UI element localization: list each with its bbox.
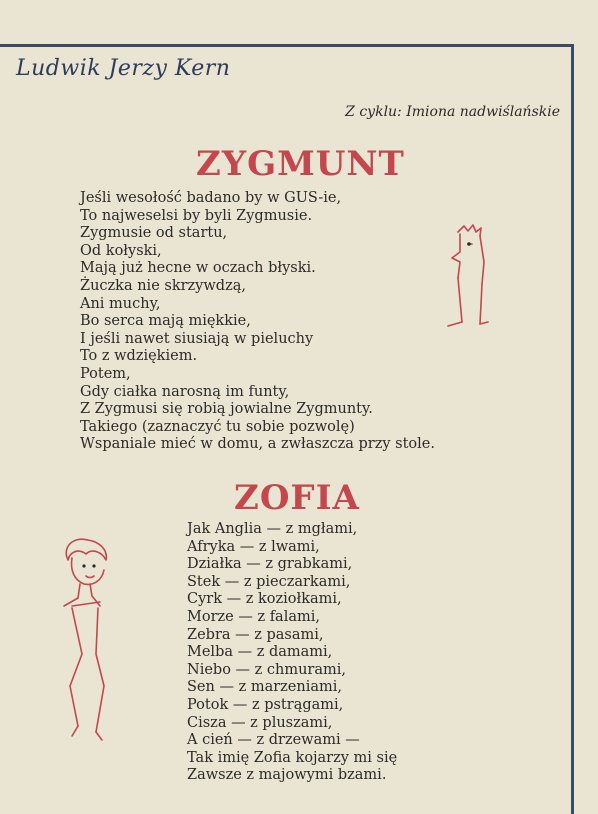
poem-line: Od kołyski,	[80, 242, 162, 259]
poem-line: I jeśli nawet siusiają w pieluchy	[80, 330, 314, 347]
eye-icon	[92, 564, 95, 567]
poem-line: Melba — z damami,	[187, 644, 333, 661]
poem-line: Takiego (zaznaczyć tu sobie pozwolę)	[80, 418, 355, 435]
poem-line: To najweselsi by byli Zygmusie.	[80, 207, 313, 224]
poem-line: Mają już hecne w oczach błyski.	[80, 260, 316, 277]
poem-line: Ani muchy,	[80, 295, 161, 312]
author-name: Ludwik Jerzy Kern	[16, 56, 231, 81]
eye-icon	[467, 242, 471, 246]
poem-line: Żuczka nie skrzywdzą,	[80, 277, 246, 294]
poem-line: Niebo — z chmurami,	[187, 661, 347, 678]
poem-line: Zawsze z majowymi bzami.	[187, 767, 387, 784]
poem-line: Potok — z pstrągami,	[187, 696, 344, 713]
poem-line: Bo serca mają miękkie,	[80, 313, 251, 330]
poem-zofia	[187, 521, 397, 785]
poem-line: Cisza — z pluszami,	[187, 714, 333, 731]
poem-line: Cyrk — z koziołkami,	[187, 591, 342, 608]
poem-line: Stek — z pieczarkami,	[187, 573, 351, 590]
poem-line: Wspaniale mieć w domu, a zwłaszcza przy stole.	[80, 436, 435, 453]
poem-line: Z Zygmusi się robią jowialne Zygmunty.	[80, 401, 373, 418]
poem-line: Potem,	[80, 365, 131, 382]
woman-illustration	[58, 536, 124, 746]
poem-line: To z wdziękiem.	[80, 348, 198, 365]
poem-line: Zygmusie od startu,	[80, 225, 228, 242]
eye-icon	[82, 564, 85, 567]
man-illustration	[440, 222, 496, 344]
poem-line: Jak Anglia — z mgłami,	[187, 521, 358, 537]
poem-line: Gdy ciałka narosną im funty,	[80, 383, 290, 400]
poem-line: Tak imię Zofia kojarzy mi się	[187, 749, 398, 766]
poem-line: Działka — z grabkami,	[187, 556, 353, 573]
poem-zygmunt	[80, 190, 435, 454]
poem-line: Morze — z falami,	[187, 608, 320, 625]
poem-title-zofia: ZOFIA	[234, 478, 360, 518]
poem-title-zygmunt: ZYGMUNT	[196, 144, 405, 184]
poem-line: Sen — z marzeniami,	[187, 679, 342, 696]
cycle-note: Z cyklu: Imiona nadwiślańskie	[345, 104, 560, 120]
poem-line: Zebra — z pasami,	[187, 626, 324, 643]
poem-line: Afryka — z lwami,	[187, 538, 320, 555]
poem-line: A cień — z drzewami —	[187, 732, 360, 749]
poem-line: Jeśli wesołość badano by w GUS-ie,	[80, 190, 342, 206]
